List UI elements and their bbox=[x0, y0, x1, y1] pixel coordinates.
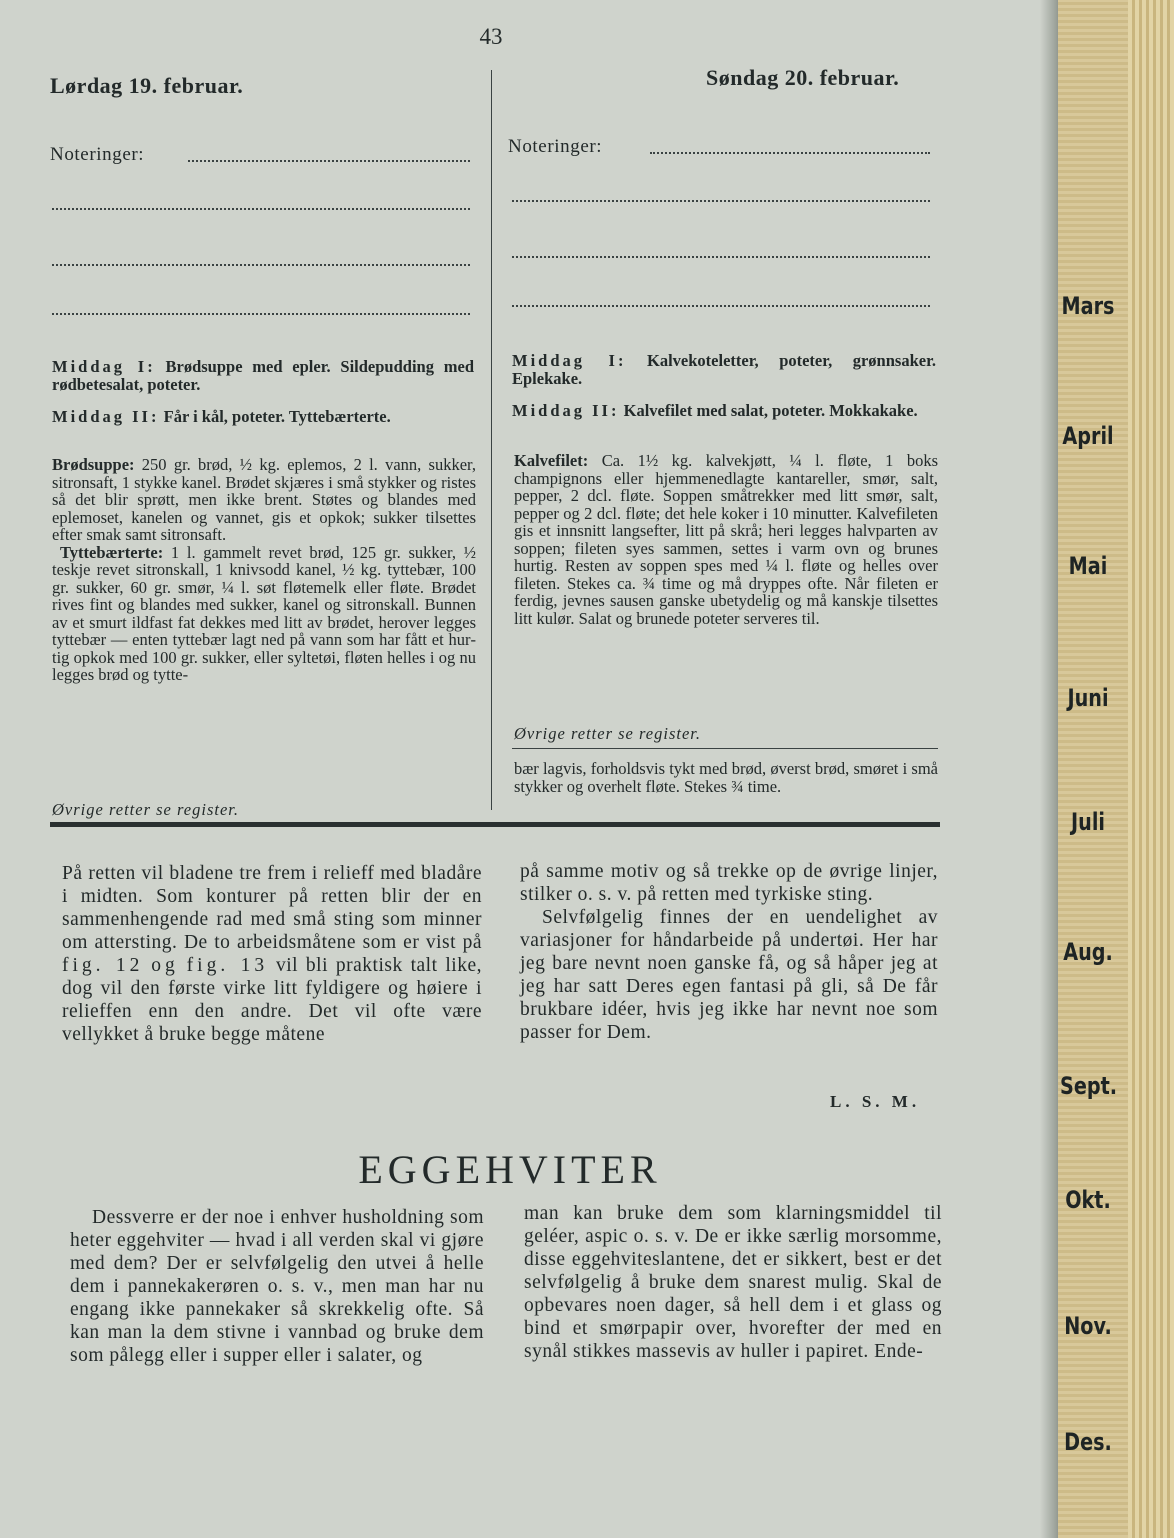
column-divider bbox=[491, 70, 492, 810]
right-middag-1-label: Middag I: bbox=[512, 351, 627, 370]
article1-fig13: fig. 13 bbox=[186, 955, 269, 976]
article1-and: og bbox=[151, 955, 179, 976]
right-thin-rule bbox=[512, 748, 938, 749]
article1-right-p1: på samme motiv og så trekke op de øvrige linjer, stilker o. s. v. på retten med tyrkiske sting. bbox=[520, 861, 938, 905]
right-notes-line-4[interactable] bbox=[512, 305, 930, 307]
tab-edge bbox=[1128, 0, 1174, 1538]
article1-right-column bbox=[520, 860, 938, 1044]
tab-nov[interactable]: Nov. bbox=[1064, 1312, 1112, 1340]
left-notes-line-4[interactable] bbox=[52, 313, 470, 315]
recipe-brodsuppe-title: Brødsuppe: bbox=[52, 455, 135, 474]
article1-right-p2: Selvfølgelig finnes der en uendelighet av variasjoner for håndarbeide på undertøi. Her har jeg bare nevnt noen ganske få, og så håper jeg at jeg har satt Deres egen fantasi på gli, så De får brukbare idéer, hvis jeg ikke har nevnt noe som passer for Dem. bbox=[520, 907, 938, 1043]
tab-des[interactable]: Des. bbox=[1064, 1428, 1112, 1456]
tab-mai[interactable]: Mai bbox=[1068, 552, 1108, 580]
tab-okt[interactable]: Okt. bbox=[1065, 1186, 1111, 1214]
left-other-recipes: Øvrige retter se register. bbox=[52, 800, 239, 819]
tab-aug[interactable]: Aug. bbox=[1063, 938, 1113, 966]
article2-right-column: man kan bruke dem som klarningsmiddel til geléer, aspic o. s. v. De er ikke særlig morsomme, disse eggehviteslantene, det er sikkert, best er det selvfølgelig å bruke dem snarest mulig. Skal de opbevares noen dager, så hell dem i et glass og bind et smørpapir over, hvorefter der med en synål stikkes massevis av huller i papiret. Ende- bbox=[524, 1203, 942, 1362]
article2-left-text: Dessverre er der noe i enhver husholdning som heter eggehviter — hvad i all verden skal vi gjøre med dem? Der er selvfølgelig den utvei å helle dem i pannekakerøren o. s. v., men man har nu engang ikke pannekaker så skrekkelig ofte. Så kan man la dem stivne i vannbad og bruke dem som pålegg eller i supper eller i salater, og bbox=[70, 1207, 484, 1366]
right-middag-2-label: Middag II: bbox=[512, 401, 620, 420]
article1-left-column bbox=[62, 862, 482, 1046]
left-notes-label: Noteringer: bbox=[50, 144, 145, 165]
tab-juli[interactable]: Juli bbox=[1071, 808, 1105, 836]
right-day-heading: Søndag 20. februar. bbox=[706, 65, 900, 90]
left-notes-line-1[interactable] bbox=[188, 160, 470, 162]
tab-sept[interactable]: Sept. bbox=[1060, 1072, 1118, 1100]
recipe-kalvefilet-text: Ca. 1½ kg. kalvekjøtt, ¼ l. fløte, 1 boks champignons eller hjemmenedlagte kantareller, smør, salt, pepper, 2 dcl. fløte. Soppen småtrekker med litt smør, salt, pepper og 2 dcl. fløte; det hele koker i 10 minutter. Kalvefileten gis et innsnitt langsefter, litt på skrå; heri legges halvparten av soppen; fileten syes sammen, settes i varm ovn og brunes hurtig. Resten av soppen spes med ¼ l. fløte og helles over fileten. Stekes ca. ¾ time og må dryppes ofte. Når fileten er ferdig, jevnes sausen ganske ubetydelig og må kanskje tilsettes litt kulør. Salat og brunede poteter serveres til. bbox=[514, 451, 939, 628]
right-middag-2 bbox=[512, 402, 936, 420]
section-rule bbox=[50, 822, 940, 827]
article1-left-text-a: På retten vil bladene tre frem i relieff med bladåre i midten. Som konturer på retten blir der en sammenhengende rad med små sting som minner om attersting. De to arbeidsmåtene som er vist på bbox=[62, 863, 482, 953]
recipe-brodsuppe-text: 250 gr. brød, ½ kg. eplemos, 2 l. vann, sukker, sitronsaft, 1 stykke kanel. Brødet skjæres i små stykker og ristes så det blir sprøtt, men ikke brent. Støtes og blandes med eplemoset, kanelen og vannet, gis et opkok; sukker tilsettes efter smak samt sitronsaft. bbox=[52, 455, 476, 544]
right-middag-1-text: Kalvekoteletter, poteter, grønnsaker. Eplekake. bbox=[512, 351, 937, 388]
recipe-tyttebaerterte-title: Tyttebærterte: bbox=[60, 542, 164, 562]
left-day-heading: Lørdag 19. februar. bbox=[50, 73, 244, 98]
right-middag-2-text: Kalvefilet med salat, poteter. Mokkakake. bbox=[623, 401, 918, 420]
tab-mars[interactable]: Mars bbox=[1061, 292, 1115, 320]
right-notes-label: Noteringer: bbox=[508, 136, 603, 157]
right-notes-line-1[interactable] bbox=[650, 152, 930, 154]
article1-signature: L. S. M. bbox=[830, 1092, 921, 1111]
article1-left-text-b: vil bli praktisk talt like, dog vil den første virke litt fyldigere og høiere i relieffen enn den andre. Det vil ofte være vellykket å bruke begge måtene bbox=[62, 955, 482, 1045]
tab-juni[interactable]: Juni bbox=[1067, 684, 1109, 712]
right-recipe bbox=[514, 452, 938, 627]
recipe-tyttebaerterte-text: 1 l. gammelt revet brød, 125 gr. sukker, ½ teskje revet sitronskall, 1 knivsodd kanel, ½ kg. tyttebær, 100 gr. sukker, 60 gr. smør, ¼ l. søt fløtemelk eller fløte. Brødet rives fint og blandes med sukker, kanel og sitronskall. Bunnen av et smurt ildfast fat dekkes med litt av brødet, herover legges tyttebær — enten tyttebær lagt ned på vann som har fått et hurtig opkok med 100 gr. sukker, eller syltetøi, fløten helles i og nu legges brød og tytte- bbox=[52, 542, 477, 684]
right-continuation: bær lagvis, forholdsvis tykt med brød, øverst brød, smøret i små stykker og overhelt fløte. Stekes ¾ time. bbox=[514, 759, 938, 796]
tab-april[interactable]: April bbox=[1062, 422, 1114, 450]
page-number: 43 bbox=[479, 24, 503, 49]
left-middag-2-text: Får i kål, poteter. Tyttebærterte. bbox=[163, 407, 391, 426]
article2-title: EGGEHVITER bbox=[358, 1147, 662, 1192]
left-middag-1-text: Brødsuppe med epler. Sildepudding med rødbetesalat, poteter. bbox=[52, 357, 474, 394]
right-other-recipes: Øvrige retter se register. bbox=[514, 724, 701, 743]
left-recipes bbox=[52, 456, 476, 684]
left-notes-line-2[interactable] bbox=[52, 208, 470, 210]
article1-fig12: fig. 12 bbox=[62, 955, 144, 976]
article2-left-column bbox=[70, 1206, 484, 1367]
left-notes-line-3[interactable] bbox=[52, 264, 470, 266]
right-middag-1 bbox=[512, 352, 936, 387]
right-notes-line-3[interactable] bbox=[512, 256, 930, 258]
right-notes-line-2[interactable] bbox=[512, 200, 930, 202]
left-middag-2 bbox=[52, 408, 474, 426]
left-middag-2-label: Middag II: bbox=[52, 407, 160, 426]
month-index-tabs bbox=[1058, 0, 1174, 1538]
left-middag-1 bbox=[52, 358, 474, 393]
left-middag-1-label: Middag I: bbox=[52, 357, 156, 376]
recipe-kalvefilet-title: Kalvefilet: bbox=[514, 451, 589, 470]
